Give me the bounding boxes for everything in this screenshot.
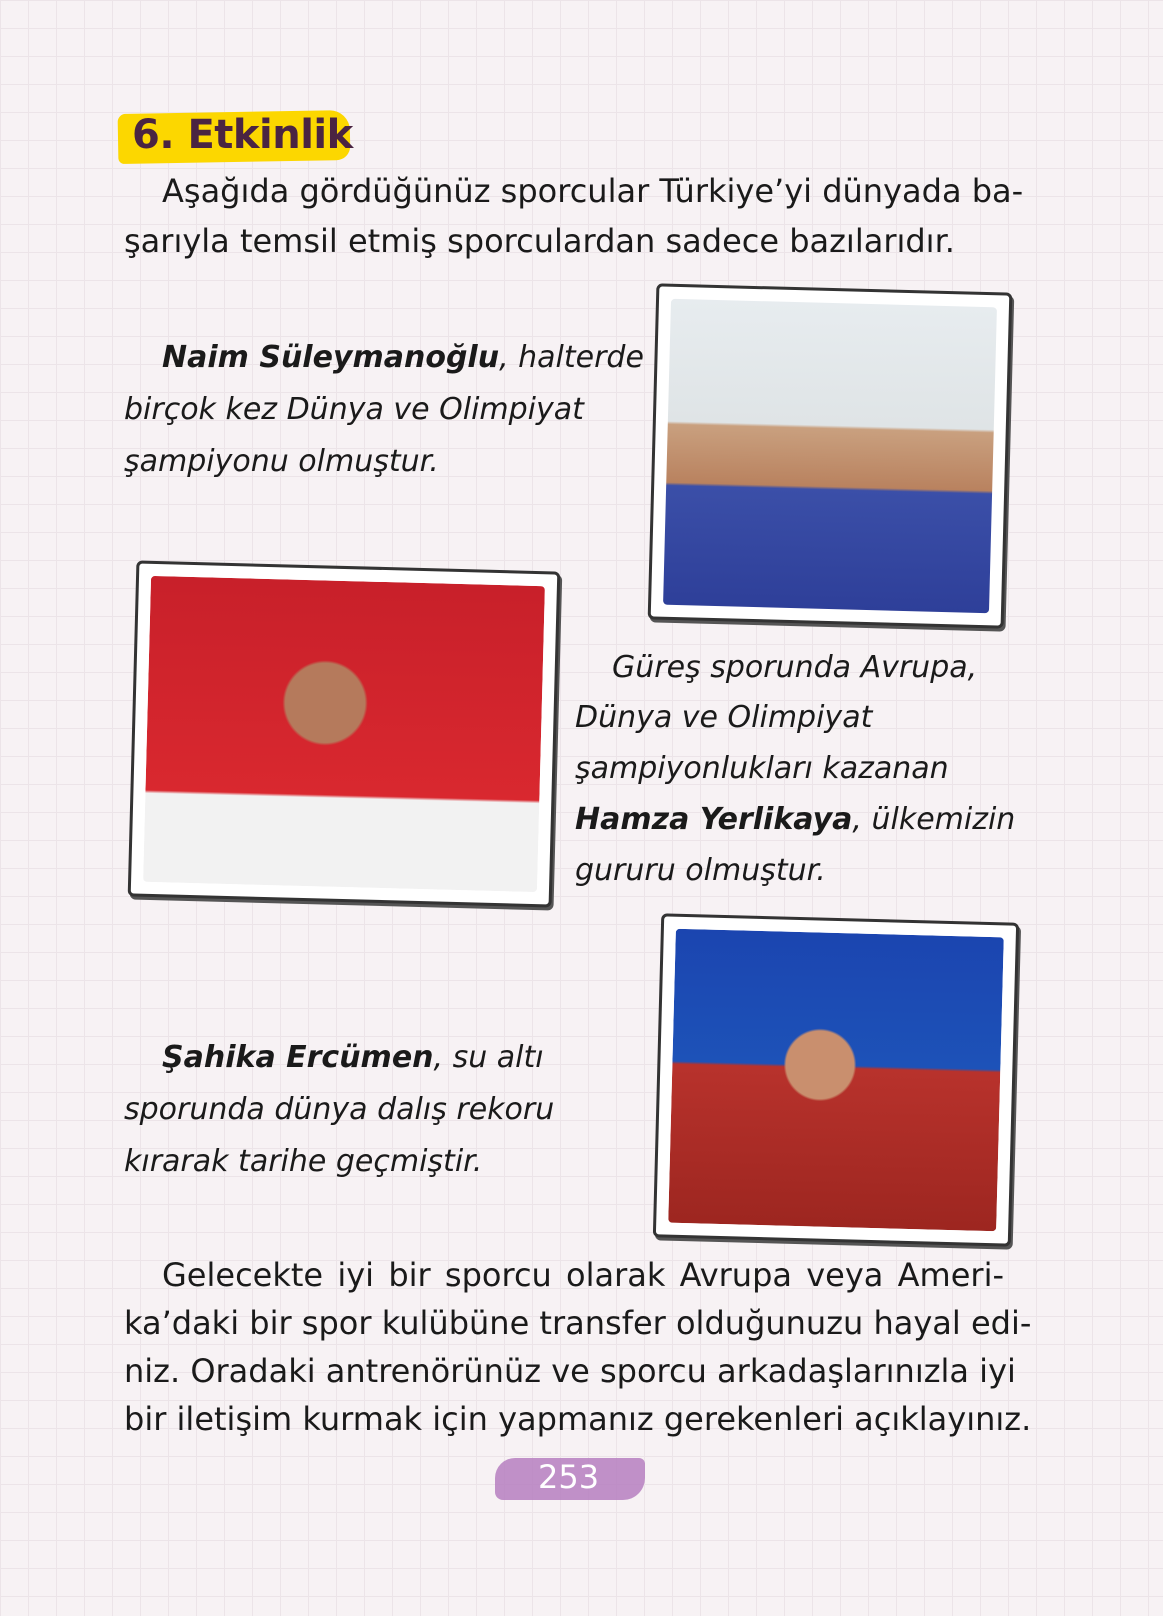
sahika-name: Şahika Ercümen [162,1040,434,1075]
task-line-2: ka’daki bir spor kulübüne transfer olduğunuzu hayal edi- [124,1304,1032,1342]
naim-line-1 [162,340,644,375]
hamza-line-3: şampiyonlukları kazanan [575,751,949,786]
activity-heading: 6. Etkinlik [132,112,353,158]
photo-hamza [143,576,545,892]
naim-text: , halterde [499,340,644,375]
naim-line-2: birçok kez Dünya ve Olimpiyat [124,392,584,427]
intro-line-1: Aşağıda gördüğünüz sporcular Türkiye’yi dünyada ba- [162,172,1024,210]
intro-line-2: şarıyla temsil etmiş sporculardan sadece bazılarıdır. [124,222,955,260]
hamza-line-2: Dünya ve Olimpiyat [575,700,873,735]
hamza-line-5: gururu olmuştur. [575,853,826,888]
sahika-line-1 [162,1040,544,1075]
page-number: 253 [538,1458,600,1496]
photo-frame-sahika [653,913,1019,1246]
photo-frame-hamza [128,561,561,908]
naim-name: Naim Süleymanoğlu [162,340,500,375]
sahika-line-3: kırarak tarihe geçmiştir. [124,1144,483,1179]
photo-sahika [668,929,1004,1231]
task-line-4: bir iletişim kurmak için yapmanız gerekenleri açıklayınız. [124,1400,1032,1438]
hamza-name: Hamza Yerlikaya [575,802,853,837]
task-line-1: Gelecekte iyi bir sporcu olarak Avrupa veya Ameri- [162,1256,1004,1294]
hamza-line-1: Güreş sporunda Avrupa, [612,650,978,685]
photo-naim [663,299,997,613]
sahika-line-2: sporunda dünya dalış rekoru [124,1092,555,1127]
hamza-text: , ülkemizin [852,802,1016,837]
sahika-text: , su altı [433,1040,544,1075]
naim-line-3: şampiyonu olmuştur. [124,444,439,479]
hamza-line-4 [575,802,1015,837]
task-line-3: niz. Oradaki antrenörünüz ve sporcu arkadaşlarınızla iyi [124,1352,1016,1390]
photo-frame-naim [648,283,1013,628]
